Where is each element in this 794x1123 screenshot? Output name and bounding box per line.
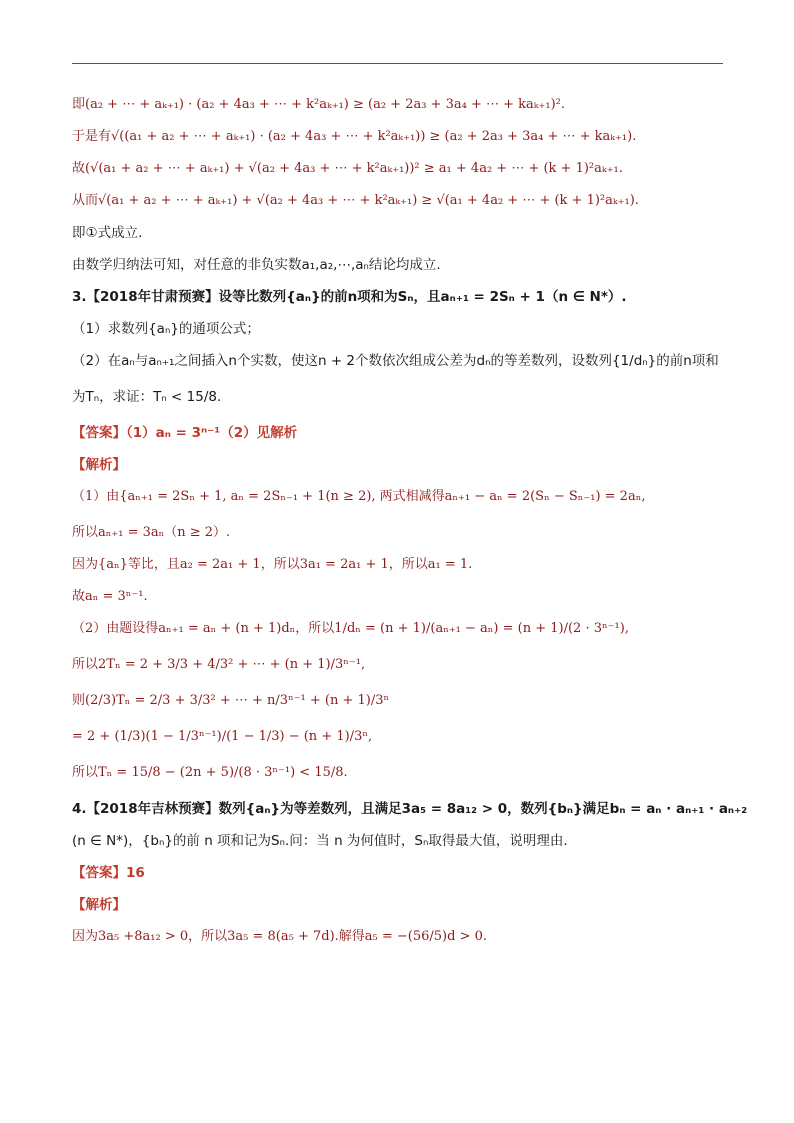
text-line: 于是有√((a₁ + a₂ + ⋯ + aₖ₊₁) · (a₂ + 4a₃ + ⋯ + k²aₖ₊₁)) ≥ (a₂ + 2a₃ + 3a₄ + ⋯ + kaₖ₊₁). xyxy=(72,129,637,144)
answer-label: 【答案】16 xyxy=(72,865,145,881)
question-3-part-2: （2）在aₙ与aₙ₊₁之间插入n个实数，使这n + 2个数依次组成公差为dₙ的等差数列，设数列{1/dₙ}的前n项和 xyxy=(72,353,719,369)
question-4-heading: 4.【2018年吉林预赛】数列{aₙ}为等差数列，且满足3a₅ = 8a₁₂ > 0，数列{bₙ}满足bₙ = aₙ · aₙ₊₁ · aₙ₊₂ xyxy=(72,801,748,817)
text-line: 即①式成立. xyxy=(72,225,143,241)
question-3-heading: 3.【2018年甘肃预赛】设等比数列{aₙ}的前n项和为Sₙ，且aₙ₊₁ = 2Sₙ + 1（n ∈ N*）. xyxy=(72,289,627,305)
solution-line: 故aₙ = 3ⁿ⁻¹. xyxy=(72,589,148,604)
text-line: 故(√(a₁ + a₂ + ⋯ + aₖ₊₁) + √(a₂ + 4a₃ + ⋯ + k²aₖ₊₁))² ≥ a₁ + 4a₂ + ⋯ + (k + 1)²aₖ₊₁. xyxy=(72,161,623,176)
solution-line: 因为3a₅ +8a₁₂ > 0，所以3a₅ = 8(a₅ + 7d).解得a₅ = −(56/5)d > 0. xyxy=(72,929,488,944)
question-3-part-2-cont: 为Tₙ，求证：Tₙ < 15/8. xyxy=(72,389,222,405)
question-3-part-1: （1）求数列{aₙ}的通项公式； xyxy=(72,321,260,337)
analysis-label: 【解析】 xyxy=(72,457,126,473)
answer-label: 【答案】（1）aₙ = 3ⁿ⁻¹（2）见解析 xyxy=(72,425,298,441)
question-4-cont: (n ∈ N*)，{bₙ}的前 n 项和记为Sₙ.问：当 n 为何值时，Sₙ取得最大值，说明理由. xyxy=(72,833,568,849)
solution-line: 所以aₙ₊₁ = 3aₙ（n ≥ 2）. xyxy=(72,525,231,540)
solution-line: 因为{aₙ}等比，且a₂ = 2a₁ + 1，所以3a₁ = 2a₁ + 1，所以a₁ = 1. xyxy=(72,557,473,572)
analysis-label: 【解析】 xyxy=(72,897,126,913)
solution-line: = 2 + (1/3)(1 − 1/3ⁿ⁻¹)/(1 − 1/3) − (n + 1)/3ⁿ, xyxy=(72,729,373,744)
text-line: 由数学归纳法可知，对任意的非负实数a₁,a₂,⋯,aₙ结论均成立. xyxy=(72,257,441,273)
text-line: 从而√(a₁ + a₂ + ⋯ + aₖ₊₁) + √(a₂ + 4a₃ + ⋯ + k²aₖ₊₁) ≥ √(a₁ + 4a₂ + ⋯ + (k + 1)²aₖ₊₁). xyxy=(72,193,639,208)
solution-line: 则(2/3)Tₙ = 2/3 + 3/3² + ⋯ + n/3ⁿ⁻¹ + (n + 1)/3ⁿ xyxy=(72,693,390,708)
document-content xyxy=(72,96,748,960)
header-rule xyxy=(72,63,723,64)
solution-line: 所以2Tₙ = 2 + 3/3 + 4/3² + ⋯ + (n + 1)/3ⁿ⁻¹, xyxy=(72,657,366,672)
solution-line: （2）由题设得aₙ₊₁ = aₙ + (n + 1)dₙ，所以1/dₙ = (n + 1)/(aₙ₊₁ − aₙ) = (n + 1)/(2 · 3ⁿ⁻¹), xyxy=(72,621,629,636)
text-line: 即(a₂ + ⋯ + aₖ₊₁) · (a₂ + 4a₃ + ⋯ + k²aₖ₊₁) ≥ (a₂ + 2a₃ + 3a₄ + ⋯ + kaₖ₊₁)². xyxy=(72,97,565,112)
solution-line: 所以Tₙ = 15/8 − (2n + 5)/(8 · 3ⁿ⁻¹) < 15/8. xyxy=(72,765,348,780)
solution-line: （1）由{aₙ₊₁ = 2Sₙ + 1, aₙ = 2Sₙ₋₁ + 1(n ≥ 2), 两式相减得aₙ₊₁ − aₙ = 2(Sₙ − Sₙ₋₁) = 2aₙ, xyxy=(72,489,646,504)
